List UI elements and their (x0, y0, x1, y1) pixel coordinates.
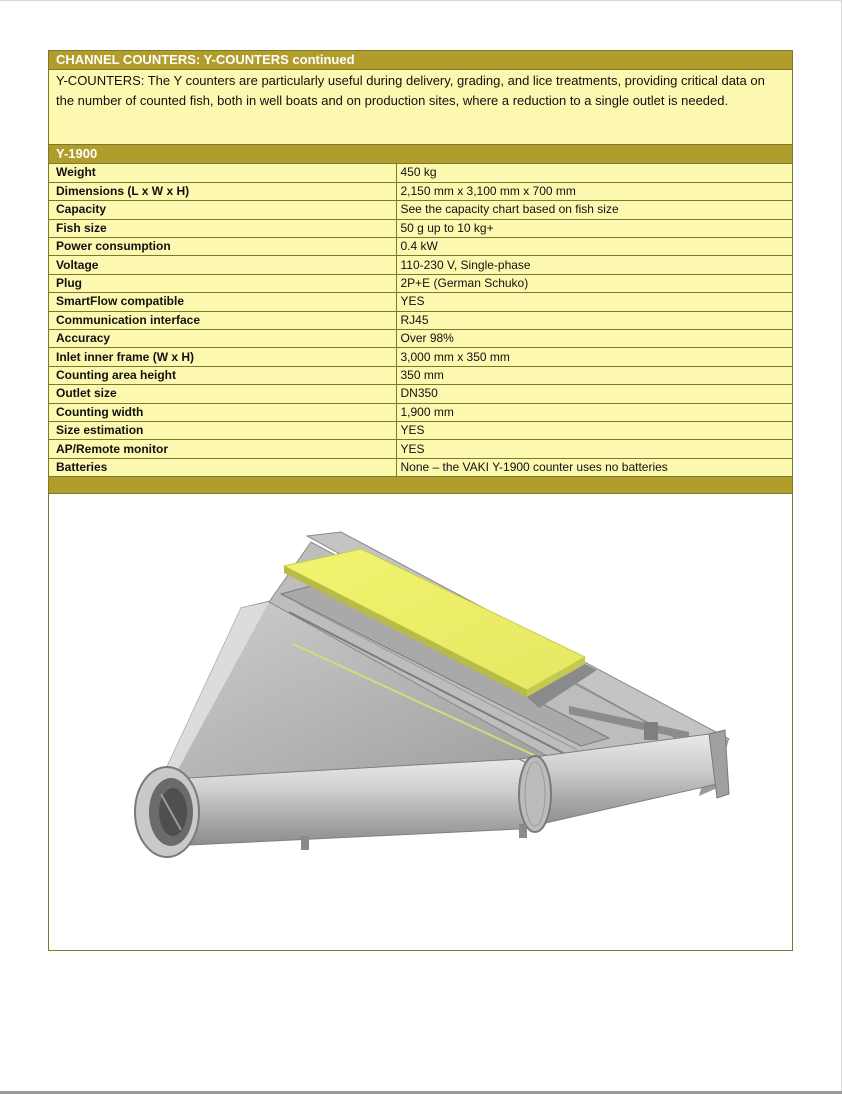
spec-value: 350 mm (396, 366, 792, 384)
spec-label: SmartFlow compatible (49, 293, 396, 311)
spec-row (49, 421, 792, 439)
spec-row (49, 238, 792, 256)
spec-value: 1,900 mm (396, 403, 792, 421)
spec-value: 50 g up to 10 kg+ (396, 219, 792, 237)
spec-row (49, 458, 792, 476)
model-title: Y-1900 (49, 145, 792, 164)
spec-row (49, 385, 792, 403)
product-image (49, 494, 792, 950)
section-title: CHANNEL COUNTERS: Y-COUNTERS continued (49, 51, 792, 70)
spec-label: Batteries (49, 458, 396, 476)
spec-row (49, 348, 792, 366)
spec-value: None – the VAKI Y-1900 counter uses no batteries (396, 458, 792, 476)
spec-label: Communication interface (49, 311, 396, 329)
spec-value: 2P+E (German Schuko) (396, 274, 792, 292)
spec-value: RJ45 (396, 311, 792, 329)
spec-value: Over 98% (396, 330, 792, 348)
spec-label: Voltage (49, 256, 396, 274)
spec-row (49, 293, 792, 311)
spec-value: 2,150 mm x 3,100 mm x 700 mm (396, 182, 792, 200)
spec-sheet (48, 50, 793, 951)
spec-value: YES (396, 421, 792, 439)
spec-row (49, 256, 792, 274)
section-intro: Y-COUNTERS: The Y counters are particularly useful during delivery, grading, and lice treatments, providing critical data on the number of counted fish, both in well boats and on production sites, where a reduction to a single outlet is needed. (49, 70, 792, 145)
spec-label: AP/Remote monitor (49, 440, 396, 458)
spec-value: YES (396, 293, 792, 311)
spec-row (49, 164, 792, 182)
spec-label: Inlet inner frame (W x H) (49, 348, 396, 366)
page-top-border (0, 0, 842, 1)
spec-label: Counting width (49, 403, 396, 421)
spec-table (49, 164, 792, 477)
spec-value: YES (396, 440, 792, 458)
spec-row (49, 403, 792, 421)
spec-row (49, 366, 792, 384)
spec-label: Size estimation (49, 421, 396, 439)
spec-label: Weight (49, 164, 396, 182)
spec-row (49, 440, 792, 458)
spec-row (49, 311, 792, 329)
spec-label: Plug (49, 274, 396, 292)
spec-label: Power consumption (49, 238, 396, 256)
spec-label: Accuracy (49, 330, 396, 348)
spec-row (49, 274, 792, 292)
table-footer-bar (49, 477, 792, 494)
spec-value: 450 kg (396, 164, 792, 182)
spec-row (49, 219, 792, 237)
spec-row (49, 201, 792, 219)
spec-row (49, 182, 792, 200)
y-counter-product-illustration-icon (49, 494, 792, 950)
spec-value: 3,000 mm x 350 mm (396, 348, 792, 366)
spec-table-body (49, 164, 792, 477)
spec-label: Counting area height (49, 366, 396, 384)
spec-value: 0.4 kW (396, 238, 792, 256)
spec-label: Dimensions (L x W x H) (49, 182, 396, 200)
spec-value: See the capacity chart based on fish size (396, 201, 792, 219)
spec-label: Fish size (49, 219, 396, 237)
spec-label: Capacity (49, 201, 396, 219)
spec-value: 110-230 V, Single-phase (396, 256, 792, 274)
spec-label: Outlet size (49, 385, 396, 403)
spec-row (49, 330, 792, 348)
spec-value: DN350 (396, 385, 792, 403)
